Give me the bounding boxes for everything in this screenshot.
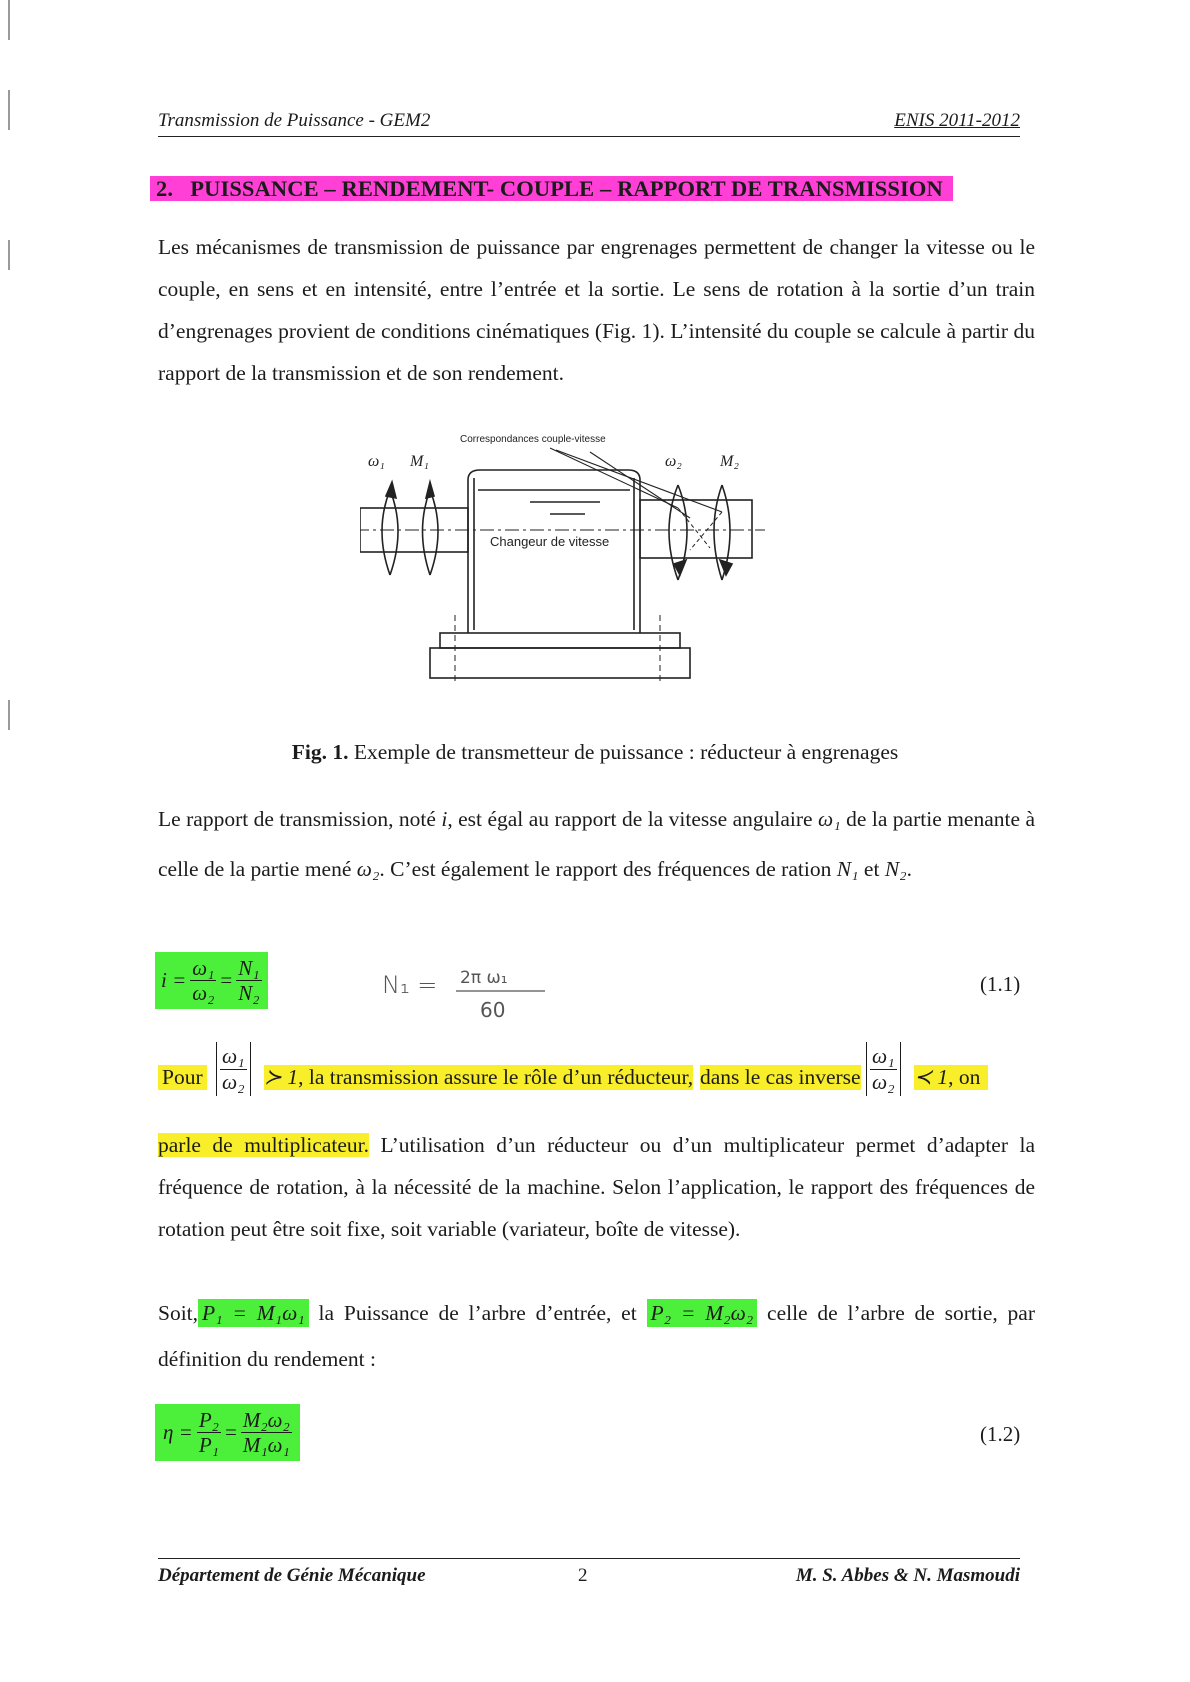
text-run: . C’est également le rapport des fréquences de ration [379,857,837,881]
symbol-gt-1: ≻ 1 [264,1065,299,1089]
figure-w2-label: ω₂ [665,453,682,470]
text-pour: Pour [158,1065,207,1090]
scan-edge-mark [8,240,10,270]
scan-edge-mark [8,0,10,40]
figure-w1-arrow [382,490,390,575]
paragraph-reducer-condition [158,1040,1035,1116]
equation-highlight [155,952,268,1009]
equation-number-1-2: (1.2) [980,1422,1021,1446]
eq1-equals: = [220,968,233,993]
symbol-w2: ω₂ [356,857,380,881]
symbol-lt-1: ≺ 1 [914,1065,949,1089]
eq2-fraction-power [197,1408,221,1457]
figure-caption-text: Exemple de transmetteur de puissance : réducteur à engrenages [348,740,899,764]
footer-department: Département de Génie Mécanique [158,1565,426,1586]
eq2-equals: = [224,1420,237,1445]
paragraph-intro: Les mécanismes de transmission de puissance par engrenages permettent de changer la vitesse ou le couple, en sens et en intensité, entre l’entrée et la sortie. Le sens de rotation à la sortie d’un train d’engrenages provient de conditions cinématiques (Fig. 1). L’intensité du couple se calcule à partir du rapport de la transmission et de son rendement. [158,235,1035,385]
equation-efficiency [155,1404,300,1461]
paragraph-power-definition [158,1290,1035,1382]
eq1-fraction-omega [190,956,216,1005]
eq1-den2: N₂ [238,981,260,1006]
abs-ratio-lt [866,1042,901,1096]
eq2-num1: P₂ [198,1408,219,1432]
abs2-num: ω₁ [872,1044,895,1068]
text-run: et [858,857,885,881]
text-reducer-role [264,1065,693,1090]
equation-highlight [155,1404,300,1461]
eq1-den1: ω₂ [192,981,215,1006]
text-run: L’utilisation d’un réducteur ou d’un multiplicateur permet d’adapter la fréquence de rotation, à la nécessité de la machine. Selon l’application, le rapport des fréquences de rotation peut être soit fixe, soit variable (variateur, boîte de vitesse). [158,1133,1035,1241]
section-heading: PUISSANCE – RENDEMENT- COUPLE – RAPPORT DE TRANSMISSION [190,176,943,201]
figure-m1-label: M₁ [410,453,429,470]
abs1-num: ω₁ [222,1044,245,1068]
page-header [158,110,1020,137]
eq1-num2: N₁ [238,956,260,980]
text-run: Le rapport de transmission, noté [158,807,442,831]
figure-m1-arrow [423,490,431,575]
footer-page-number: 2 [578,1565,588,1586]
text-run: , on [948,1065,981,1089]
eq2-den1: P₁ [198,1433,219,1458]
handwritten-annotation [380,955,560,1027]
figure-housing [468,470,640,633]
figure-center-label: Changeur de vitesse [490,534,610,549]
text-run: la Puissance de l’arbre d’entrée, et [308,1301,647,1325]
figure-caption [0,740,1190,765]
figure-caption-prefix: Fig. 1. [291,740,349,764]
figure-base-plate [430,648,690,678]
section-title-highlight [150,176,953,201]
eq2-den2: M₁ω₁ [242,1433,290,1458]
abs-ratio-gt [216,1042,251,1096]
text-multiplier-highlight: parle de multiplicateur. [158,1133,369,1157]
eq2-num2: M₂ω₂ [242,1408,290,1432]
symbol-n2: N₂ [884,857,907,881]
header-course-title: Transmission de Puissance - GEM2 [158,110,431,131]
eq1-fraction-n [236,956,261,1005]
text-on [914,1065,988,1090]
eq2-lhs: η = [163,1420,193,1445]
figure-base-top [440,633,680,648]
scan-edge-mark [8,700,10,730]
footer-authors: M. S. Abbes & N. Masmoudi [795,1565,1020,1586]
paragraph-multiplier [158,1124,1035,1250]
formula-p1: P₁ = M₁ω₁ [198,1299,309,1327]
symbol-n1: N₁ [836,857,859,881]
gearbox-figure [360,430,830,720]
text-run: de la partie menante à celle de la partie mené [158,807,1035,881]
eq2-fraction-torque [241,1408,292,1457]
text-run: celle de l’arbre de sortie, par définition du rendement : [158,1301,1036,1371]
figure-m2-label: M₂ [720,453,739,470]
header-school-year: ENIS 2011-2012 [894,110,1020,131]
text-run: , est égal au rapport de la vitesse angulaire [447,807,819,831]
handwritten-lhs: N₁ = [382,971,438,999]
symbol-w1: ω₁ [818,807,841,831]
section-number: 2. [156,176,174,201]
figure-output-shaft [640,500,752,558]
handwritten-denominator: 60 [480,998,506,1022]
section-title [150,176,953,202]
text-run: Soit, [158,1301,199,1325]
formula-p2: P₂ = M₂ω₂ [647,1299,758,1327]
page-footer [158,1558,1020,1586]
figure-w1-label: ω₁ [368,453,385,470]
text-inverse-case: dans le cas inverse [700,1065,861,1089]
scan-edge-mark [8,90,10,130]
text-run: , la transmission assure le rôle d’un réducteur, [298,1065,694,1089]
figure-top-label: Correspondances couple-vitesse [460,434,606,445]
equation-number-1-1: (1.1) [980,972,1021,996]
eq1-num1: ω₁ [192,956,215,980]
abs2-den: ω₂ [872,1069,895,1094]
abs1-den: ω₂ [222,1069,245,1094]
eq1-lhs: i = [161,968,187,993]
handwritten-numerator: 2π ω₁ [460,968,508,988]
paragraph-ratio-definition [158,794,1035,894]
equation-transmission-ratio [155,952,268,1009]
symbol-i: i [441,807,448,831]
text-run: . [906,857,913,881]
